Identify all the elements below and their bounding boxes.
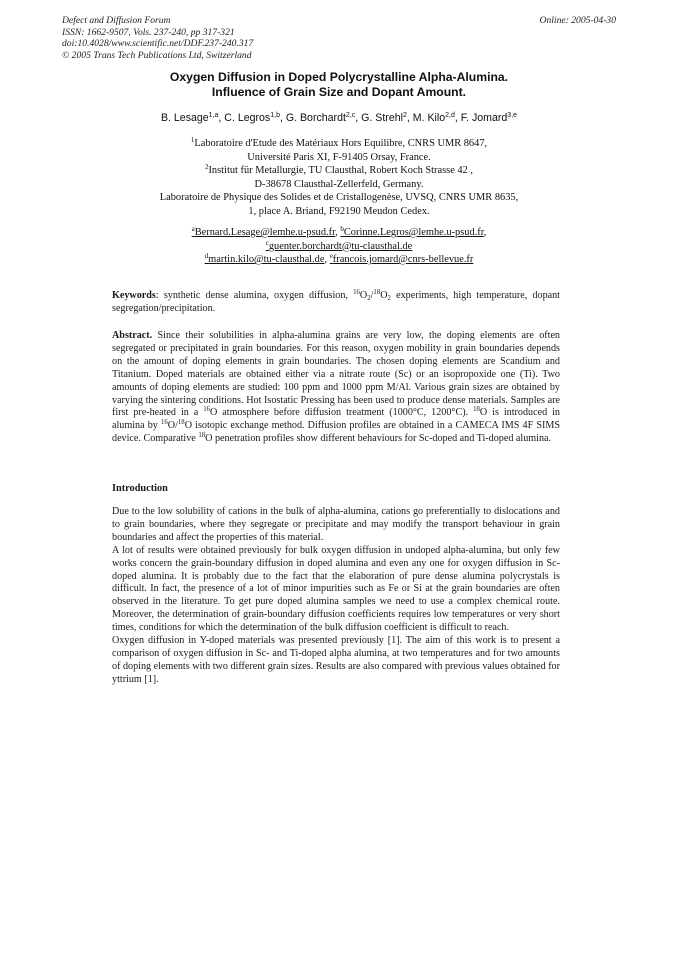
doi: doi:10.4028/www.scientific.net/DDF.237-240.317 [62,38,254,50]
introduction-heading-block [112,483,560,496]
paragraph: Due to the low solubility of cations in the bulk of alpha-alumina, cations go preferentially to dislocations and to grain boundaries, where they segregate or precipitate and may modify the transport behaviour in grain boundaries and affect the properties of this material. [112,506,560,543]
author: F. Jomard$^{3,e}$ [460,112,518,124]
title-line-1: Oxygen Diffusion in Doped Polycrystalline Alpha-Alumina. [169,70,509,84]
affiliation-2-line-1: $^2$Institut für Metallurgie, TU Clausthal, Robert Koch Strasse 42 , [204,163,474,176]
email-kilo[interactable]: $^d$martin.kilo@tu-clausthal.de [204,252,325,265]
journal-name: Defect and Diffusion Forum [62,15,171,26]
journal-header [62,15,253,61]
section-heading: Introduction [112,483,168,494]
introduction-body [112,506,560,687]
online-date: Online: 2005-04-30 [539,15,616,26]
email-jomard[interactable]: $^e$francois.jomard@cnrs-bellevue.fr [329,252,474,265]
affiliation-2-line-2: D-38678 Clausthal-Zellerfeld, Germany. [254,178,424,190]
keywords: Keywords: synthetic dense alumina, oxygen diffusion, $^{16}O_2/^{18}O_2$ experiments, high temperature, dopant segregation/precipitation. [112,289,560,314]
author: G. Borchardt$^{2,c}$, [285,112,362,124]
affiliation-1-line-1: $^1$Laboratoire d'Etude des Matériaux Hors Equilibre, CNRS UMR 8647, [190,136,488,149]
email-line-3: $^d$martin.kilo@tu-clausthal.de, $^e$francois.jomard@cnrs-bellevue.fr [204,252,474,265]
affiliation-1-line-2: Université Paris XI, F-91405 Orsay, France. [247,151,431,163]
paper-title [60,70,618,100]
author: M. Kilo$^{2,d}$, [412,112,461,124]
title-line-2: Influence of Grain Size and Dopant Amount. [211,85,467,99]
paragraph: Oxygen diffusion in Y-doped materials was presented previously [1]. The aim of this work is to present a comparison of oxygen diffusion in Sc- and Ti-doped alpha alumina, at two temperatures and for two amounts of doping elements with two different grain sizes. Results are also compared with previous values obtained for yttrium [1]. [112,635,560,685]
author: B. Lesage$^{1,a}$, [160,112,225,124]
author: C. Legros$^{1,b}$, [224,112,286,124]
affiliation-3-line-2: 1, place A. Briand, F92190 Meudon Cedex. [248,205,430,217]
author-list [60,112,618,124]
email-line-1: $^a$Bernard.Lesage@lemhe.u-psud.fr, $^b$Corinne.Legros@lemhe.u-psud.fr, [191,225,487,238]
keywords-label: Keywords [112,290,156,301]
affiliations [60,137,618,267]
paragraph: A lot of results were obtained previously for bulk oxygen diffusion in undoped alpha-alumina, but only few works concern the grain-boundary diffusion in doped alumina and even any one for oxygen diffusion in Sc-doped alumina. It is probably due to the fact that the elaboration of pure dense alumina polycrystals is difficult. In fact, the presence of a lot of minor impurities such as Fe or Si at the grain boundaries are often observed in the literature. To get pure doped alumina samples we need to use a complex chemical route. Moreover, the determination of grain-boundary diffusion coefficients requires low temperatures or very short times, conditions for which the determination of the bulk diffusion coefficient is difficult to reach. [112,544,560,634]
affiliation-3-line-1: Laboratoire de Physique des Solides et de Cristallogenèse, UVSQ, CNRS UMR 8635, [159,192,519,203]
email-lesage[interactable]: $^a$Bernard.Lesage@lemhe.u-psud.fr [191,225,336,238]
abstract-label: Abstract. [112,330,153,341]
email-borchardt[interactable]: $^c$guenter.borchardt@tu-clausthal.de [265,238,413,252]
email-legros[interactable]: $^b$Corinne.Legros@lemhe.u-psud.fr [340,225,484,238]
email-line-2 [60,240,618,254]
copyright: © 2005 Trans Tech Publications Ltd, Switzerland [62,49,252,61]
issn-volumes: ISSN: 1662-9507, Vols. 237-240, pp 317-321 [62,26,235,38]
author: G. Strehl$^2$, [361,112,413,124]
abstract: Abstract. Since their solubilities in alpha-alumina grains are very low, the doping elements are often segregated or precipitated in grain boundaries. For this reason, oxygen mobility in grain boundaries depends on the amount of doping elements in grain boundaries. The chosen doping elements are Scandium and Titanium. Doped materials are obtained either via a nitrate route (Sc) or an isopropoxide one (Ti). Two amounts of doping elements are studied: 100 ppm and 1000 ppm M/Al. Various grain sizes are obtained by varying the sintering conditions. Hot Isostatic Pressing has been used to produce dense materials. Samples are first pre-heated in a $^{16}$O atmosphere before diffusion treatment (1000°C, 1200°C). $^{18}$O is introduced in alumina by $^{16}$O/$^{18}$O isotopic exchange method. Diffusion profiles are obtained in a CAMECA IMS 4F SIMS device. Comparative $^{18}$O penetration profiles show different behaviours for Sc-doped and Ti-doped alumina. [112,330,560,445]
